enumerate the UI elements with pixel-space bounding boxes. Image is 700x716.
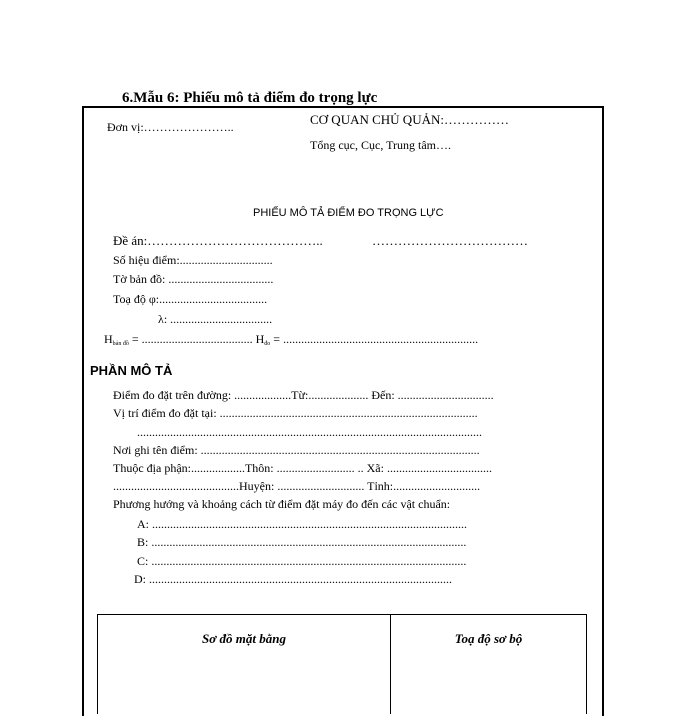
landmark-b-field: B: ......................................................................................................... (137, 535, 467, 549)
toa-do-so-bo-header: Toạ độ sơ bộ (454, 631, 523, 646)
de-an-field: Đề án:………………………………….. (113, 233, 323, 248)
section-title: PHẦN MÔ TẢ (90, 363, 173, 378)
document-heading: 6.Mẫu 6: Phiếu mô tả điểm đo trọng lực (122, 90, 378, 106)
sketch-table (97, 614, 587, 714)
tong-cuc-line: Tổng cục, Cục, Trung tâm…. (310, 138, 451, 152)
landmark-a-field: A: ......................................................................................................... (137, 517, 467, 531)
h-do-subscript: đo (264, 341, 271, 347)
so-hieu-diem-field: Số hiệu điểm:............................... (113, 253, 273, 267)
to-ban-do-field: Tờ bản đồ: ................................... (113, 272, 274, 286)
h-do-fill: = ................................................................. (270, 332, 479, 346)
h-ban-do-letter: H (104, 332, 113, 346)
toa-do-lambda-field: λ: .................................. (158, 312, 273, 326)
h-do-letter: H (255, 332, 265, 346)
landmark-d-field: D: ..................................................................................................... (134, 572, 452, 586)
co-quan-chu-quan-field: CƠ QUAN CHỦ QUẢN:…………… (310, 112, 509, 127)
don-vi-field: Đơn vị:………………….. (107, 120, 234, 134)
thuoc-dia-phan-field: Thuộc địa phận:..................Thôn: .......................... .. Xã: ................................... (113, 461, 492, 475)
de-an-extra-field: ……………………………… (372, 233, 528, 248)
noi-ghi-ten-field: Nơi ghi tên điểm: ............................................................................................. (113, 443, 480, 457)
h-ban-do-subscript: bản đồ (112, 341, 129, 347)
h-ban-do-fill: = ..................................... (128, 332, 256, 346)
diem-do-field: Điểm đo đặt trên đường: ...................Từ:.................... Đến: ................................ (113, 388, 494, 402)
vi-tri-continuation: ................................................................................................................... (137, 425, 482, 439)
landmark-c-field: C: ......................................................................................................... (137, 554, 467, 568)
vi-tri-field: Vị trí điểm đo đặt tại: ...................................................................................... (113, 406, 478, 420)
form-title: PHIẾU MÔ TẢ ĐIỂM ĐO TRỌNG LỰC (253, 207, 444, 219)
phuong-huong-label: Phương hướng và khoảng cách từ điểm đặt máy đo đến các vật chuẩn: (113, 497, 451, 511)
toa-do-phi-field: Toạ độ φ:.................................... (113, 292, 268, 306)
huyen-tinh-field: ..........................................Huyện: ............................. Tỉnh:............................. (113, 479, 481, 493)
so-do-mat-bang-header: Sơ đồ mặt bằng (98, 615, 391, 714)
height-fields (104, 332, 478, 347)
